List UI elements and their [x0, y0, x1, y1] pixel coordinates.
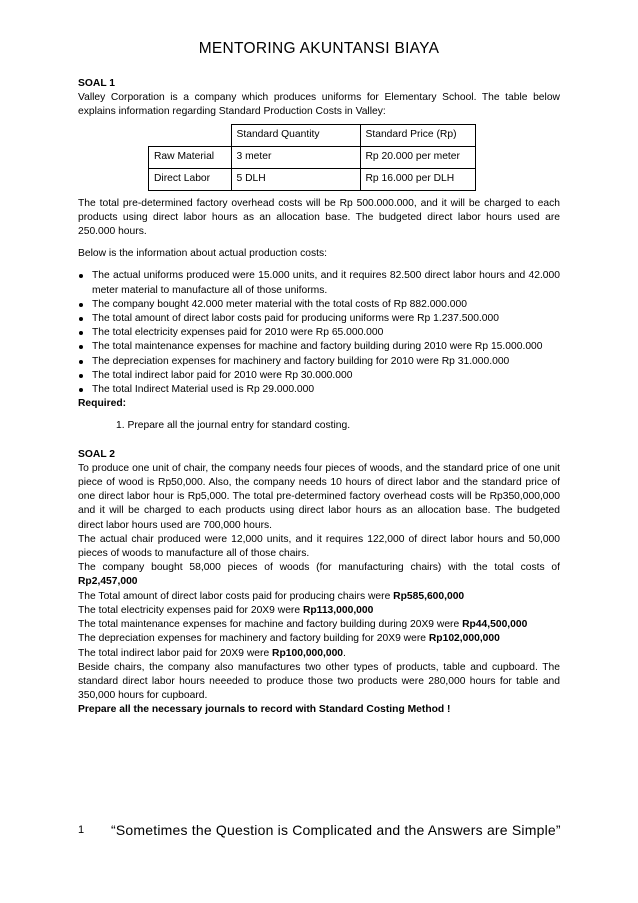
soal2-paragraph-3: The company bought 58,000 pieces of woods (for manufacturing chairs) with the total costs of Rp2,457,000 [78, 562, 560, 588]
soal1-intro: Valley Corporation is a company which produces uniforms for Elementary School. The table below explains information regarding Standard Production Costs in Valley: [78, 92, 560, 118]
bullet-icon [79, 317, 83, 321]
required-label: Required: [78, 398, 127, 410]
bullet-icon [79, 303, 83, 307]
soal2-paragraph-1: To produce one unit of chair, the company needs four pieces of woods, and the standard price of one unit piece of wood is Rp50,000. Also, the company needs 10 hours of direct labor and the standard price of one direct labor hour is Rp5,000. The total pre-determined factory overhead costs will be Rp350,000,000 and it will be charged to each products using direct labor hours as an allocation base. The budgeted direct labor hours used are 700,000 hours. [78, 462, 560, 531]
bullet-icon [79, 331, 83, 335]
list-item: The total amount of direct labor costs paid for producing uniforms were Rp 1.237.500.000 [78, 312, 560, 326]
table-cell: Rp 20.000 per meter [360, 146, 475, 168]
soal1-heading: SOAL 1 [78, 78, 116, 89]
bullet-icon [79, 388, 83, 392]
list-item: The depreciation expenses for machinery and factory building for 2010 were Rp 31.000.000 [78, 355, 560, 369]
table-cell: 3 meter [231, 146, 360, 168]
soal2-cost-line: The total indirect labor paid for 20X9 were Rp100,000,000. [78, 647, 346, 659]
soal2-closing-instruction: Prepare all the necessary journals to record with Standard Costing Method ! [78, 704, 451, 716]
table-header-row [149, 124, 476, 146]
list-item: The total electricity expenses paid for 2010 were Rp 65.000.000 [78, 326, 560, 340]
soal2-cost-line: The depreciation expenses for machinery and factory building for 20X9 were Rp102,000,000 [78, 633, 500, 645]
soal1-overhead-paragraph: The total pre-determined factory overhead costs will be Rp 500.000.000, and it will be charged to each products using direct labor hours as an allocation base. The budgeted direct labor hours used are 250.000 hours. [78, 197, 560, 238]
soal1-actual-costs-intro: Below is the information about actual production costs: [78, 248, 327, 260]
bullet-icon [79, 345, 83, 349]
bullet-icon [79, 360, 83, 364]
list-item: The total indirect labor paid for 2010 were Rp 30.000.000 [78, 369, 560, 383]
list-item: The company bought 42.000 meter material with the total costs of Rp 882.000.000 [78, 298, 560, 312]
list-item: The total maintenance expenses for machine and factory building during 2010 were Rp 15.000.000 [78, 340, 560, 354]
list-item: The actual uniforms produced were 15.000 units, and it requires 82.500 direct labor hours and 42.000 meter material to manufacture all of those uniforms. [78, 269, 560, 297]
table-cell: Direct Labor [149, 168, 232, 190]
list-item: The total Indirect Material used is Rp 29.000.000 [78, 383, 560, 397]
table-corner-cell [149, 124, 232, 146]
bullet-icon [79, 374, 83, 378]
soal2-cost-line: The Total amount of direct labor costs paid for producing chairs were Rp585,600,000 [78, 590, 465, 602]
required-item: 1. Prepare all the journal entry for standard costing. [116, 420, 351, 432]
bullet-icon [79, 274, 83, 278]
soal2-paragraph-4: Beside chairs, the company also manufactures two other types of products, table and cupboard. The standard direct labor hours neeeded to produce those two products were 280,000 hours for table and 350,000 hours for cupboard. [78, 661, 560, 702]
soal2-cost-line: The total electricity expenses paid for 20X9 were Rp113,000,000 [78, 604, 374, 616]
footer-quote: “Sometimes the Question is Complicated and the Answers are Simple” [111, 822, 561, 838]
table-cell: Rp 16.000 per DLH [360, 168, 475, 190]
actual-costs-list [78, 269, 560, 397]
purchase-cost-amount: Rp2,457,000 [78, 576, 138, 588]
table-header-cell: Standard Price (Rp) [360, 124, 475, 146]
soal2-cost-line: The total maintenance expenses for machine and factory building during 20X9 were Rp44,500,000 [78, 619, 528, 631]
table-cell: 5 DLH [231, 168, 360, 190]
page-title: MENTORING AKUNTANSI BIAYA [198, 40, 440, 57]
page-number: 1 [78, 824, 85, 836]
document-body [78, 77, 560, 718]
soal2-heading: SOAL 2 [78, 448, 116, 460]
table-header-cell: Standard Quantity [231, 124, 360, 146]
table-row [149, 168, 476, 190]
standard-cost-table [148, 124, 476, 191]
soal2-paragraph-2: The actual chair produced were 12,000 units, and it requires 122,000 of direct labor hours and 50,000 pieces of woods to manufacture all of those chairs. [78, 533, 560, 560]
table-row [149, 146, 476, 168]
table-cell: Raw Material [149, 146, 232, 168]
